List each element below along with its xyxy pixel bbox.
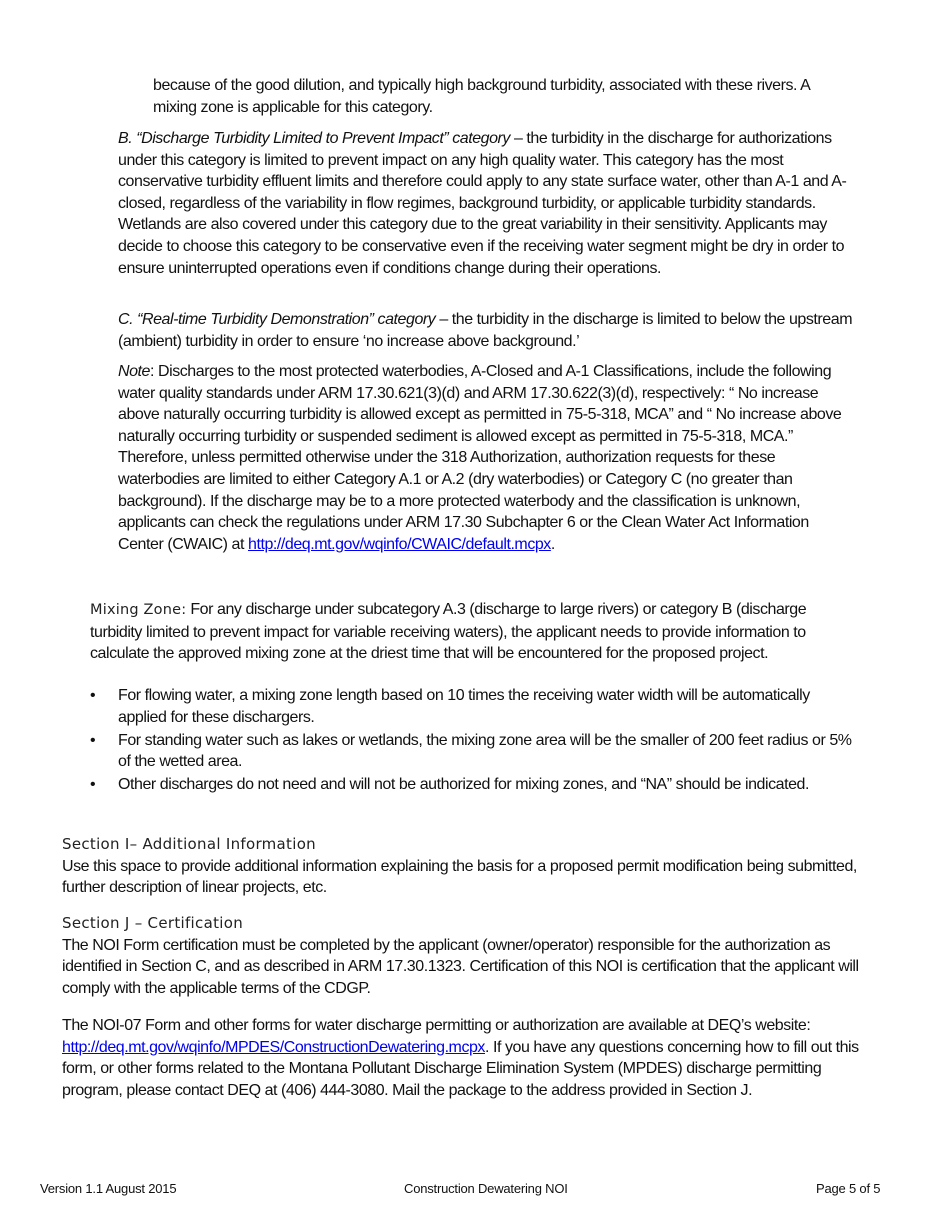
cwaic-link[interactable]: http://deq.mt.gov/wqinfo/CWAIC/default.mcpx (248, 535, 551, 553)
category-c-text: – the turbidity in the discharge is limited to below the upstream (ambient) turbidity in order to ensure ‘no increase above background.’ (118, 311, 853, 350)
closing-paragraph (62, 1015, 862, 1101)
mixing-zone-bullet-list (90, 685, 860, 797)
section-j-text: The NOI Form certification must be completed by the applicant (owner/operator) responsible for the authorization as identified in Section C, and as described in ARM 17.30.1323. Certification of this NOI is certification that the applicant will comply with the applicable terms of the CDGP. (62, 936, 859, 997)
mixing-zone-text: For any discharge under subcategory A.3 (discharge to large rivers) or category B (discharge turbidity limited to prevent impact for variable receiving waters), the applicant needs to provide information to calculate the approved mixing zone at the driest time that will be encountered for the proposed project. (90, 601, 807, 663)
list-item: • Other discharges do not need and will not be authorized for mixing zones, and “NA” should be indicated. (90, 774, 860, 796)
category-a3-continuation: because of the good dilution, and typically high background turbidity, associated with these rivers. A mixing zone is applicable for this category. (153, 77, 810, 116)
category-c-paragraph (118, 309, 858, 352)
section-j (62, 913, 862, 999)
footer-title: Construction Dewatering NOI (404, 1181, 568, 1196)
section-i-text: Use this space to provide additional information explaining the basis for a proposed permit modification being submitted, further description of linear projects, etc. (62, 857, 857, 897)
mixing-zone-label: Mixing Zone: (90, 602, 187, 618)
list-item: • For standing water such as lakes or wetlands, the mixing zone area will be the smaller of 200 feet radius or 5% of the wetted area. (90, 730, 860, 773)
note-text: : Discharges to the most protected waterbodies, A-Closed and A-1 Classifications, include the following water quality standards under ARM 17.30.621(3)(d) and ARM 17.30.622(3)(d), respectively: “ No increase above naturally occurring turbidity is allowed except as permitted in 75-5-318, MCA” and “ No increase above naturally occurring turbidity or suspended sediment is allowed except as permitted in 75-5-318, MCA.” Therefore, unless permitted otherwise under the 318 Authorization, authorization requests for these waterbodies are limited to either Category A.1 or A.2 (dry waterbodies) or Category C (no greater than background). If the discharge may be to a more protected waterbody and the classification is unknown, applicants can check the regulations under ARM 17.30 Subchapter 6 or the Clean Water Act Information Center (CWAIC) at (118, 363, 842, 553)
section-i-heading: Section I– Additional Information (62, 835, 316, 853)
footer-page-number: Page 5 of 5 (816, 1181, 881, 1196)
note-end: . (550, 535, 555, 553)
category-b-label: B. “Discharge Turbidity Limited to Prevent Impact” category (118, 130, 510, 147)
section-j-heading: Section J – Certification (62, 914, 243, 932)
construction-dewatering-link[interactable]: http://deq.mt.gov/wqinfo/MPDES/ConstructionDewatering.mcpx (62, 1038, 485, 1056)
category-b-text: – the turbidity in the discharge for authorizations under this category is limited to prevent impact on any high quality water. This category has the most conservative turbidity effluent limits and therefore could apply to any state surface water, other than A-1 and A-closed, regardless of the variability in flow regimes, background turbidity, or applicable turbidity standards. Wetlands are also covered under this category due to the great variability in their sensitivity. Applicants may decide to choose this category to be conservative even if the receiving water segment might be dry in order to ensure uninterrupted operations even if conditions change during their operations. (118, 130, 847, 277)
section-i (62, 834, 862, 899)
footer-version: Version 1.1 August 2015 (40, 1181, 177, 1196)
category-b-paragraph (118, 128, 858, 279)
list-item: • For flowing water, a mixing zone length based on 10 times the receiving water width will be automatically applied for these dischargers. (90, 685, 860, 728)
mixing-zone-paragraph (90, 599, 850, 665)
note-paragraph (118, 361, 858, 555)
closing-text-after: . If you have any questions concerning how to fill out this form, or other forms related to the Montana Pollutant Discharge Elimination System (MPDES) discharge permitting program, please contact DEQ at (406) 444-3080. Mail the package to the address provided in Section J. (62, 1038, 859, 1099)
closing-text-before: The NOI-07 Form and other forms for water discharge permitting or authorization are available at DEQ’s website: (62, 1017, 811, 1034)
note-label: Note (118, 363, 150, 380)
category-c-label: C. “Real-time Turbidity Demonstration” category (118, 311, 436, 328)
